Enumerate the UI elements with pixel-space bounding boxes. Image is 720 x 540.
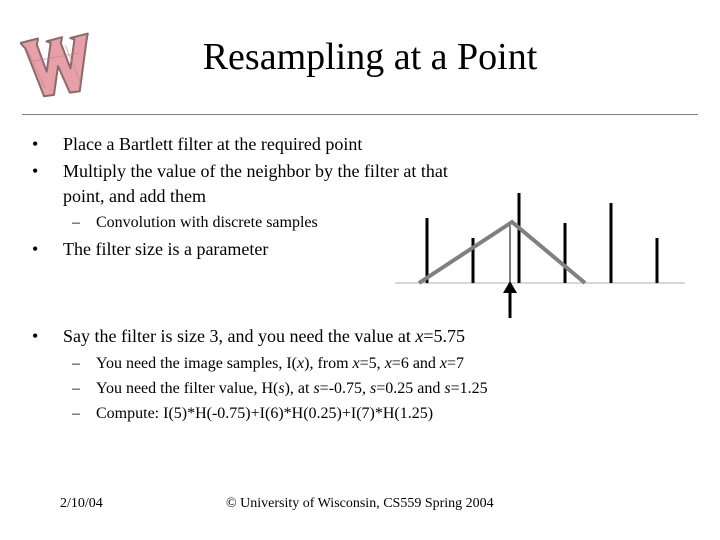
bullet-text: Place a Bartlett filter at the required point xyxy=(63,134,363,154)
sub-bullet-marker: – xyxy=(72,380,80,397)
sample-bars xyxy=(427,193,657,283)
sub-bullet-text: You need the filter value, H(s), at s=-0.75, s=0.25 and s=1.25 xyxy=(96,380,488,397)
sub-bullet-text: Convolution with discrete samples xyxy=(96,214,318,231)
bullet-marker: • xyxy=(32,134,39,154)
bullet-marker: • xyxy=(32,326,39,346)
sub-bullet-text: You need the image samples, I(x), from x=5, x=6 and x=7 xyxy=(96,355,465,372)
bullet-marker: • xyxy=(32,161,39,181)
sub-bullet-marker: – xyxy=(72,355,80,372)
university-logo-icon xyxy=(20,28,96,104)
bartlett-filter-diagram xyxy=(395,180,685,320)
footer-copyright: © University of Wisconsin, CS559 Spring 2004 xyxy=(226,496,494,511)
sub-bullet-text: Compute: I(5)*H(-0.75)+I(6)*H(0.25)+I(7)*H(1.25) xyxy=(96,405,434,422)
title-divider xyxy=(22,114,698,115)
slide-title: Resampling at a Point xyxy=(202,36,538,78)
bartlett-filter-shape xyxy=(419,222,585,283)
query-point-arrow-icon xyxy=(503,281,517,318)
bullet-text: Say the filter is size 3, and you need the value at x=5.75 xyxy=(63,326,466,346)
bullet-text-line-2: point, and add them xyxy=(63,186,206,206)
footer-date: 2/10/04 xyxy=(60,496,103,511)
bullet-text: The filter size is a parameter xyxy=(63,239,269,259)
bullet-marker: • xyxy=(32,239,39,259)
sub-bullet-marker: – xyxy=(72,214,80,231)
sub-bullet-marker: – xyxy=(72,405,80,422)
bullet-text-line-1: Multiply the value of the neighbor by the filter at that xyxy=(63,161,448,181)
